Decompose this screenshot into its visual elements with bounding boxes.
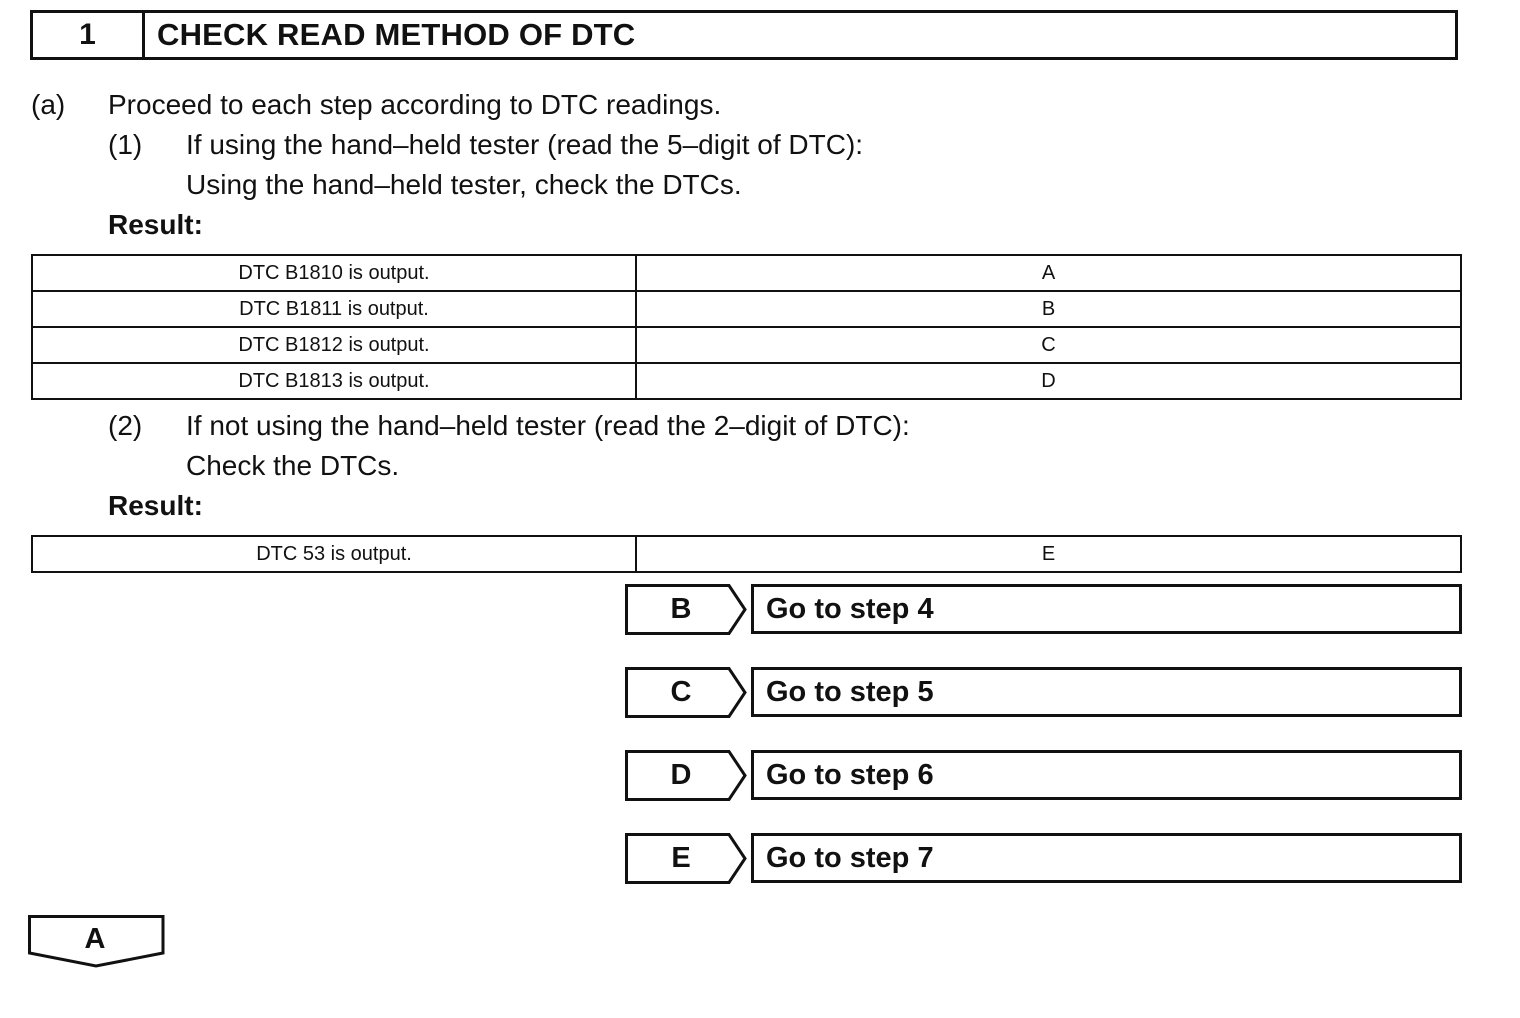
result-cell: D	[636, 363, 1461, 399]
branch-c	[625, 667, 1462, 719]
sub2-text: If not using the hand–held tester (read the 2–digit of DTC):	[186, 410, 910, 441]
branch-letter: E	[671, 841, 691, 874]
result-cell: C	[636, 327, 1461, 363]
result-table-1	[31, 254, 1462, 400]
step-header	[30, 10, 1458, 60]
sub2-label: (2)	[108, 410, 143, 441]
step-title: CHECK READ METHOD OF DTC	[157, 17, 636, 52]
condition-cell: DTC B1811 is output.	[32, 291, 636, 327]
result-cell: E	[636, 536, 1461, 572]
condition-cell: DTC 53 is output.	[32, 536, 636, 572]
sub1-text: If using the hand–held tester (read the 5–digit of DTC):	[186, 129, 864, 160]
branch-action: Go to step 5	[751, 667, 1462, 717]
condition-cell: DTC B1810 is output.	[32, 255, 636, 291]
branch-d	[625, 750, 1462, 802]
instruction-a-text: Proceed to each step according to DTC readings.	[108, 89, 722, 120]
result-cell: B	[636, 291, 1461, 327]
step-number: 1	[33, 13, 145, 57]
sub1-result-label: Result:	[108, 209, 203, 240]
condition-cell: DTC B1812 is output.	[32, 327, 636, 363]
table-row	[32, 536, 1461, 572]
continue-a	[28, 915, 166, 969]
result-table-2	[31, 535, 1462, 573]
continue-letter: A	[84, 923, 106, 955]
condition-cell: DTC B1813 is output.	[32, 363, 636, 399]
branch-letter: B	[670, 592, 692, 625]
table-row	[32, 255, 1461, 291]
branch-action: Go to step 4	[751, 584, 1462, 634]
table-row	[32, 363, 1461, 399]
sub2-result-label: Result:	[108, 490, 203, 521]
table-row	[32, 291, 1461, 327]
branch-b	[625, 584, 1462, 636]
instruction-a-label: (a)	[31, 89, 66, 120]
branch-e	[625, 833, 1462, 885]
table-row	[32, 327, 1461, 363]
sub1-detail: Using the hand–held tester, check the DTCs.	[186, 169, 742, 200]
sub2-detail: Check the DTCs.	[186, 450, 400, 481]
branch-letter: C	[670, 675, 692, 708]
branch-action: Go to step 7	[751, 833, 1462, 883]
branch-action: Go to step 6	[751, 750, 1462, 800]
sub1-label: (1)	[108, 129, 143, 160]
branch-letter: D	[670, 758, 692, 791]
result-cell: A	[636, 255, 1461, 291]
